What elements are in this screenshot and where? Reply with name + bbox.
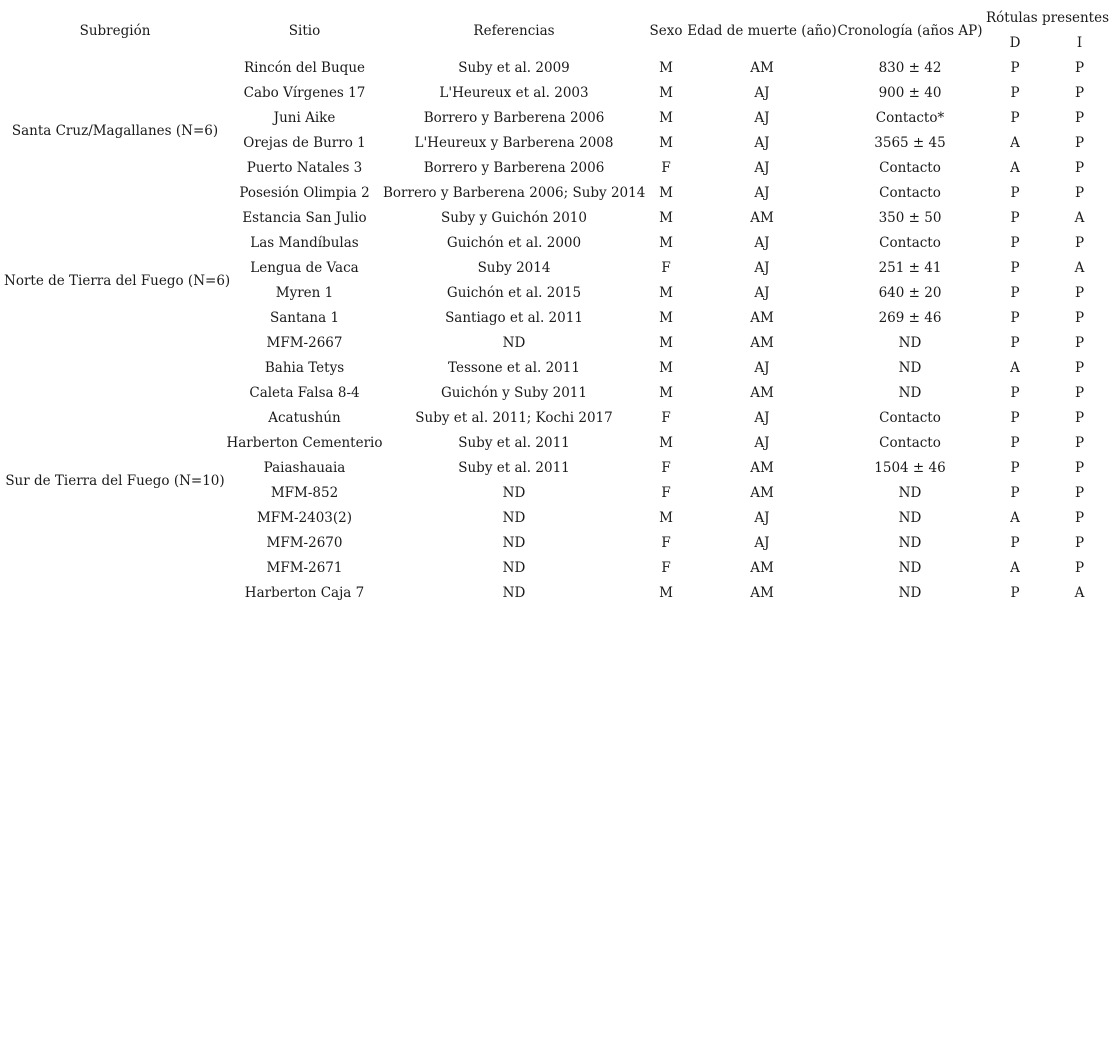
cell-sexo: M bbox=[659, 585, 673, 601]
cell-edad: AJ bbox=[754, 410, 770, 426]
cell-subregion: Sur de Tierra del Fuego (N=10) bbox=[5, 472, 225, 489]
cell-rotula-d: A bbox=[1010, 160, 1020, 176]
cell-cronologia: 640 ± 20 bbox=[878, 285, 942, 301]
cell-sexo: F bbox=[661, 535, 671, 551]
cell-cronologia: ND bbox=[898, 335, 922, 351]
cell-sexo: F bbox=[661, 260, 671, 276]
cell-referencias: ND bbox=[502, 535, 526, 551]
cell-sexo: F bbox=[661, 160, 671, 176]
cell-sitio: MFM-2671 bbox=[266, 560, 343, 576]
cell-cronologia: ND bbox=[898, 485, 922, 501]
cell-edad: AJ bbox=[754, 535, 770, 551]
header-i: I bbox=[1076, 35, 1083, 51]
cell-edad: AM bbox=[750, 335, 774, 351]
cell-referencias: Santiago et al. 2011 bbox=[445, 310, 583, 326]
cell-edad: AM bbox=[750, 210, 774, 226]
cell-referencias: Suby et al. 2011; Kochi 2017 bbox=[415, 410, 613, 426]
cell-sitio: MFM-2667 bbox=[266, 335, 343, 351]
cell-rotula-d: P bbox=[1010, 585, 1020, 601]
cell-sitio: Juni Aike bbox=[273, 110, 336, 126]
data-table bbox=[4, 6, 1112, 606]
cell-rotula-d: P bbox=[1010, 260, 1020, 276]
cell-sexo: F bbox=[661, 560, 671, 576]
cell-cronologia: ND bbox=[898, 385, 922, 401]
cell-sexo: F bbox=[661, 485, 671, 501]
cell-rotula-i: A bbox=[1074, 210, 1085, 226]
cell-sexo: M bbox=[659, 60, 673, 76]
cell-cronologia: Contacto bbox=[879, 185, 941, 201]
cell-sitio: Estancia San Julio bbox=[242, 210, 367, 226]
cell-cronologia: ND bbox=[898, 535, 922, 551]
cell-sexo: F bbox=[661, 410, 671, 426]
cell-rotula-d: P bbox=[1010, 235, 1020, 251]
cell-edad: AJ bbox=[754, 435, 770, 451]
cell-sexo: M bbox=[659, 185, 673, 201]
cell-edad: AM bbox=[750, 310, 774, 326]
cell-subregion: Santa Cruz/Magallanes (N=6) bbox=[11, 122, 219, 139]
cell-rotula-d: P bbox=[1010, 535, 1020, 551]
cell-cronologia: 1504 ± 46 bbox=[874, 460, 946, 476]
cell-rotula-d: P bbox=[1010, 385, 1020, 401]
cell-cronologia: 350 ± 50 bbox=[878, 210, 942, 226]
cell-referencias: ND bbox=[502, 335, 526, 351]
cell-sexo: M bbox=[659, 110, 673, 126]
cell-edad: AJ bbox=[754, 110, 770, 126]
cell-rotula-d: P bbox=[1010, 310, 1020, 326]
cell-referencias: ND bbox=[502, 585, 526, 601]
cell-rotula-d: P bbox=[1010, 85, 1020, 101]
cell-sitio: Puerto Natales 3 bbox=[246, 160, 363, 176]
cell-rotula-i: P bbox=[1074, 535, 1085, 551]
header-cronologia: Cronología (años AP) bbox=[837, 22, 983, 39]
cell-rotula-i: P bbox=[1074, 185, 1085, 201]
header-rotulas: Rótulas presentes bbox=[985, 10, 1110, 26]
cell-sitio: Acatushún bbox=[268, 410, 341, 426]
cell-rotula-i: P bbox=[1074, 110, 1085, 126]
cell-referencias: Borrero y Barberena 2006 bbox=[423, 110, 605, 126]
cell-edad: AM bbox=[750, 485, 774, 501]
header-sitio: Sitio bbox=[288, 22, 321, 39]
cell-rotula-i: P bbox=[1074, 410, 1085, 426]
cell-referencias: Suby et al. 2009 bbox=[458, 60, 570, 76]
cell-rotula-d: P bbox=[1010, 210, 1020, 226]
header-subregion: Subregión bbox=[79, 22, 151, 39]
cell-edad: AJ bbox=[754, 260, 770, 276]
cell-referencias: L'Heureux y Barberena 2008 bbox=[414, 135, 614, 151]
cell-edad: AJ bbox=[754, 235, 770, 251]
cell-sitio: Harberton Cementerio bbox=[226, 435, 383, 451]
table-row bbox=[4, 356, 1112, 381]
cell-sitio: MFM-852 bbox=[270, 485, 339, 501]
cell-cronologia: ND bbox=[898, 360, 922, 376]
cell-sexo: M bbox=[659, 435, 673, 451]
cell-referencias: Suby et al. 2011 bbox=[458, 435, 570, 451]
cell-rotula-i: P bbox=[1074, 360, 1085, 376]
cell-referencias: ND bbox=[502, 560, 526, 576]
cell-cronologia: Contacto bbox=[879, 160, 941, 176]
cell-cronologia: 900 ± 40 bbox=[878, 85, 942, 101]
cell-referencias: Borrero y Barberena 2006 bbox=[423, 160, 605, 176]
cell-sitio: Rincón del Buque bbox=[243, 60, 366, 76]
cell-referencias: Guichón et al. 2015 bbox=[446, 285, 582, 301]
cell-sitio: Santana 1 bbox=[269, 310, 340, 326]
cell-sexo: M bbox=[659, 285, 673, 301]
cell-sexo: M bbox=[659, 135, 673, 151]
cell-rotula-i: P bbox=[1074, 485, 1085, 501]
cell-referencias: Borrero y Barberena 2006; Suby 2014 bbox=[383, 185, 646, 201]
cell-edad: AM bbox=[750, 385, 774, 401]
cell-rotula-i: P bbox=[1074, 135, 1085, 151]
cell-referencias: Guichón et al. 2000 bbox=[446, 235, 582, 251]
cell-rotula-d: A bbox=[1010, 510, 1020, 526]
cell-rotula-d: P bbox=[1010, 435, 1020, 451]
cell-rotula-i: P bbox=[1074, 285, 1085, 301]
cell-rotula-i: P bbox=[1074, 435, 1085, 451]
table-row bbox=[4, 206, 1112, 231]
cell-sexo: M bbox=[659, 510, 673, 526]
cell-edad: AM bbox=[750, 460, 774, 476]
cell-edad: AJ bbox=[754, 85, 770, 101]
cell-rotula-d: A bbox=[1010, 360, 1020, 376]
cell-rotula-i: P bbox=[1074, 310, 1085, 326]
table-body bbox=[4, 56, 1112, 606]
cell-edad: AJ bbox=[754, 285, 770, 301]
cell-rotula-i: P bbox=[1074, 510, 1085, 526]
table-row bbox=[4, 56, 1112, 81]
cell-edad: AJ bbox=[754, 510, 770, 526]
header-sexo: Sexo bbox=[649, 22, 683, 39]
cell-rotula-d: A bbox=[1010, 560, 1020, 576]
cell-cronologia: ND bbox=[898, 510, 922, 526]
cell-edad: AM bbox=[750, 60, 774, 76]
cell-cronologia: Contacto bbox=[879, 235, 941, 251]
header-d: D bbox=[1009, 35, 1021, 51]
cell-referencias: Tessone et al. 2011 bbox=[448, 360, 580, 376]
cell-cronologia: 251 ± 41 bbox=[878, 260, 942, 276]
cell-edad: AJ bbox=[754, 160, 770, 176]
cell-referencias: L'Heureux et al. 2003 bbox=[439, 85, 589, 101]
cell-cronologia: Contacto* bbox=[875, 110, 945, 126]
cell-sitio: Myren 1 bbox=[275, 285, 334, 301]
cell-rotula-d: P bbox=[1010, 485, 1020, 501]
cell-sitio: Caleta Falsa 8-4 bbox=[249, 385, 360, 401]
cell-rotula-i: P bbox=[1074, 460, 1085, 476]
cell-rotula-d: P bbox=[1010, 460, 1020, 476]
cell-rotula-i: P bbox=[1074, 85, 1085, 101]
cell-rotula-i: P bbox=[1074, 60, 1085, 76]
cell-sitio: Las Mandíbulas bbox=[250, 235, 359, 251]
cell-sexo: M bbox=[659, 235, 673, 251]
cell-rotula-i: P bbox=[1074, 160, 1085, 176]
cell-sexo: M bbox=[659, 85, 673, 101]
cell-rotula-d: P bbox=[1010, 60, 1020, 76]
cell-referencias: Suby 2014 bbox=[477, 260, 551, 276]
cell-cronologia: Contacto bbox=[879, 435, 941, 451]
header-referencias: Referencias bbox=[473, 22, 555, 39]
cell-cronologia: ND bbox=[898, 560, 922, 576]
cell-edad: AJ bbox=[754, 185, 770, 201]
cell-referencias: Suby y Guichón 2010 bbox=[441, 210, 587, 226]
cell-referencias: Guichón y Suby 2011 bbox=[441, 385, 587, 401]
header-edad: Edad de muerte (año) bbox=[687, 22, 837, 39]
cell-sitio: Harberton Caja 7 bbox=[244, 585, 365, 601]
cell-subregion: Norte de Tierra del Fuego (N=6) bbox=[4, 272, 231, 289]
cell-sitio: Orejas de Burro 1 bbox=[243, 135, 366, 151]
cell-edad: AM bbox=[750, 585, 774, 601]
cell-rotula-i: P bbox=[1074, 385, 1085, 401]
cell-cronologia: 3565 ± 45 bbox=[874, 135, 946, 151]
cell-cronologia: Contacto bbox=[879, 410, 941, 426]
cell-sitio: Paiashauaia bbox=[263, 460, 346, 476]
cell-rotula-i: A bbox=[1074, 260, 1085, 276]
cell-sitio: Bahia Tetys bbox=[264, 360, 345, 376]
cell-rotula-i: P bbox=[1074, 335, 1085, 351]
cell-sexo: F bbox=[661, 460, 671, 476]
cell-edad: AM bbox=[750, 560, 774, 576]
cell-cronologia: ND bbox=[898, 585, 922, 601]
cell-rotula-d: P bbox=[1010, 335, 1020, 351]
cell-sitio: Lengua de Vaca bbox=[250, 260, 359, 276]
cell-cronologia: 269 ± 46 bbox=[878, 310, 942, 326]
cell-referencias: ND bbox=[502, 510, 526, 526]
cell-sexo: M bbox=[659, 360, 673, 376]
cell-rotula-d: P bbox=[1010, 410, 1020, 426]
cell-sitio: MFM-2403(2) bbox=[256, 510, 353, 526]
cell-rotula-i: P bbox=[1074, 560, 1085, 576]
cell-sexo: M bbox=[659, 335, 673, 351]
cell-rotula-d: P bbox=[1010, 110, 1020, 126]
cell-referencias: ND bbox=[502, 485, 526, 501]
cell-rotula-d: A bbox=[1010, 135, 1020, 151]
cell-sexo: M bbox=[659, 385, 673, 401]
cell-rotula-i: P bbox=[1074, 235, 1085, 251]
cell-cronologia: 830 ± 42 bbox=[878, 60, 942, 76]
cell-sexo: M bbox=[659, 210, 673, 226]
cell-edad: AJ bbox=[754, 360, 770, 376]
cell-rotula-d: P bbox=[1010, 285, 1020, 301]
cell-rotula-d: P bbox=[1010, 185, 1020, 201]
cell-edad: AJ bbox=[754, 135, 770, 151]
cell-rotula-i: A bbox=[1074, 585, 1085, 601]
cell-sitio: Posesión Olimpia 2 bbox=[239, 185, 370, 201]
cell-sitio: Cabo Vírgenes 17 bbox=[243, 85, 366, 101]
cell-referencias: Suby et al. 2011 bbox=[458, 460, 570, 476]
cell-sitio: MFM-2670 bbox=[266, 535, 343, 551]
table-header bbox=[4, 6, 1112, 56]
cell-sexo: M bbox=[659, 310, 673, 326]
